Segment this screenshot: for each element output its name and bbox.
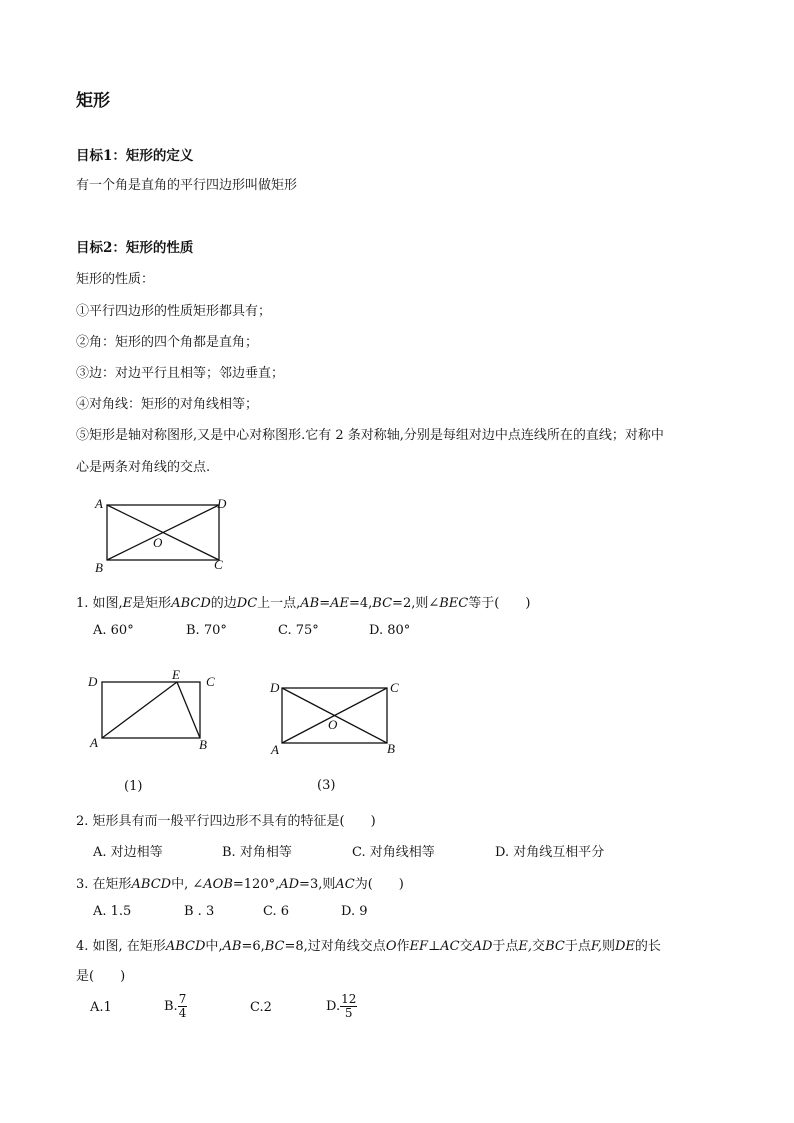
- fig3-label-a: A: [271, 742, 279, 757]
- property-item: ⑤矩形是轴对称图形,又是中心对称图形.它有 2 条对称轴,分别是每组对边中点连线所在的直线；对称中: [76, 428, 664, 443]
- q2-option-c: C. 对角线相等: [352, 845, 435, 860]
- figure1-rectangle: [102, 682, 200, 738]
- label-a: A: [95, 496, 103, 511]
- question-1: 1. 如图,E是矩形ABCD的边DC上一点,AB=AE=4,BC=2,则∠BEC等于( ): [76, 596, 531, 611]
- segment-eb: [177, 682, 200, 738]
- figure1-caption: (1): [124, 779, 143, 794]
- page-title: 矩形: [76, 91, 110, 111]
- fraction: $\frac{12}{5}$: [341, 992, 357, 1020]
- question-4-line2: 是( ): [76, 969, 126, 984]
- fig3-label-d: D: [270, 680, 280, 695]
- q2-option-b: B. 对角相等: [222, 845, 292, 860]
- property-item: 心是两条对角线的交点.: [76, 460, 211, 475]
- fig1-label-c: C: [206, 674, 215, 689]
- figure3-caption: (3): [317, 778, 336, 793]
- label-d: D: [217, 496, 227, 511]
- fig3-label-o: O: [328, 717, 338, 732]
- q4-option-a: A.1: [90, 1000, 112, 1015]
- label-c: C: [214, 557, 223, 572]
- property-item: ④对角线：矩形的对角线相等；: [76, 397, 259, 412]
- label-o: O: [153, 535, 163, 550]
- goal1-text: 有一个角是直角的平行四边形叫做矩形: [76, 178, 298, 193]
- q1-option-c: C. 75°: [278, 623, 319, 638]
- fraction: $\frac{7}{4}$: [178, 992, 187, 1020]
- label-b: B: [95, 560, 103, 575]
- q4-option-c: C.2: [250, 1000, 272, 1015]
- q1-option-b: B. 70°: [186, 623, 227, 638]
- question-2: 2. 矩形具有而一般平行四边形不具有的特征是( ): [76, 814, 376, 829]
- q3-option-b: B . 3: [184, 904, 215, 919]
- q3-option-c: C. 6: [263, 904, 290, 919]
- q3-option-d: D. 9: [341, 904, 368, 919]
- fig1-label-b: B: [199, 737, 207, 752]
- goal2-intro: 矩形的性质：: [76, 272, 155, 287]
- property-item: ③边：对边平行且相等；邻边垂直；: [76, 366, 285, 381]
- q4-option-b: B. $\frac{7}{4}$: [164, 992, 187, 1020]
- fig3-label-b: B: [387, 741, 395, 756]
- property-item: ①平行四边形的性质矩形都具有；: [76, 304, 272, 319]
- fig1-label-d: D: [88, 674, 98, 689]
- q3-option-a: A. 1.5: [93, 904, 132, 919]
- fig1-label-a: A: [90, 735, 98, 750]
- figure-1: [90, 672, 220, 747]
- property-item: ②角：矩形的四个角都是直角；: [76, 335, 259, 350]
- question-3: 3. 在矩形ABCD中, ∠AOB=120°,AD=3,则AC为( ): [76, 877, 404, 892]
- q2-option-a: A. 对边相等: [93, 845, 163, 860]
- fig3-label-c: C: [390, 680, 399, 695]
- q1-option-d: D. 80°: [369, 623, 411, 638]
- goal1-heading: 目标1：矩形的定义: [76, 148, 194, 164]
- figure-3: [270, 678, 400, 750]
- goal2-heading: 目标2：矩形的性质: [76, 240, 194, 256]
- fig1-label-e: E: [172, 667, 180, 682]
- question-4: 4. 如图, 在矩形ABCD中,AB=6,BC=8,过对角线交点O作EF⊥AC交AD于点E,交BC于点F,则DE的长: [76, 939, 661, 954]
- segment-ae: [102, 682, 177, 738]
- q1-option-a: A. 60°: [93, 623, 134, 638]
- q4-option-d: D. $\frac{12}{5}$: [326, 992, 357, 1020]
- q2-option-d: D. 对角线互相平分: [495, 845, 605, 860]
